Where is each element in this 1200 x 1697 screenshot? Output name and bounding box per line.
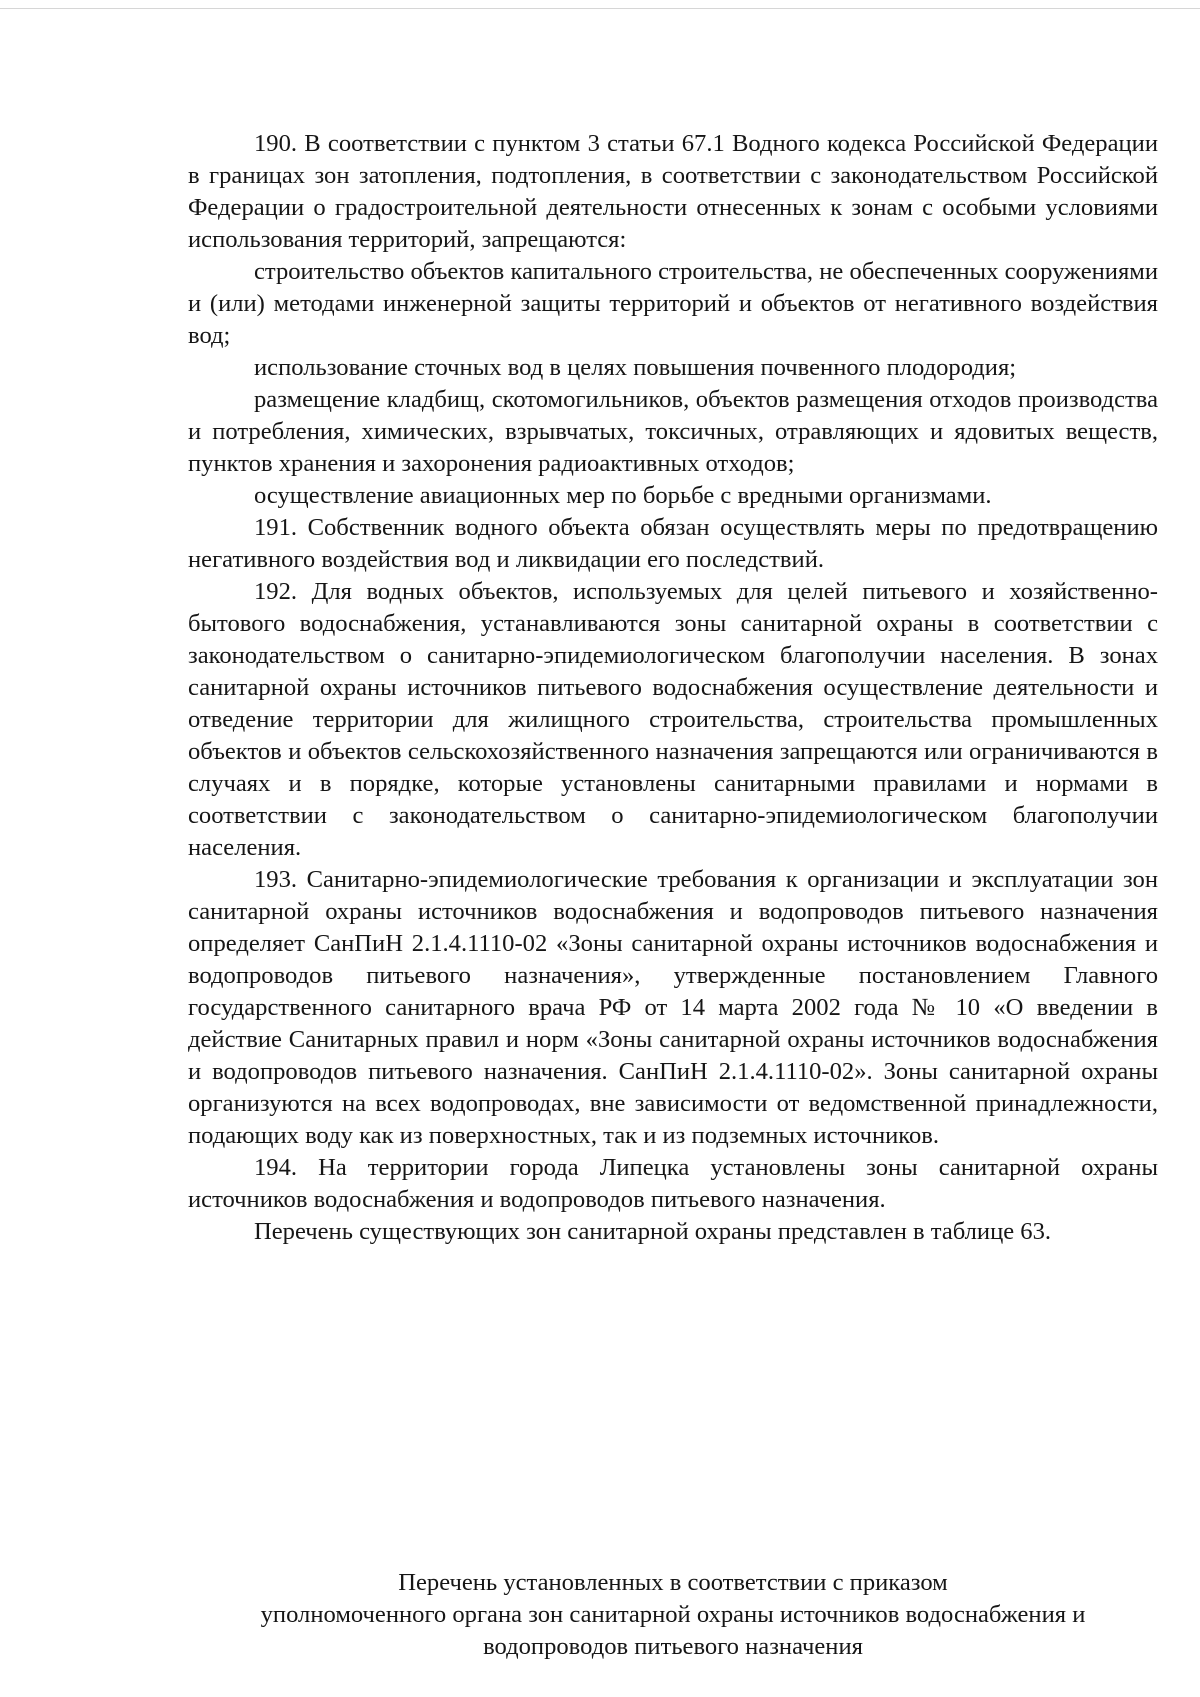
table-caption-line: уполномоченного органа зон санитарной охраны источников водоснабжения и [260, 1601, 1086, 1628]
paragraph-190-item-construction: строительство объектов капитального строительства, не обеспеченных сооружениями и (или) методами инженерной защиты территорий и объектов от негативного воздействия вод; [188, 258, 1158, 349]
paragraph-190: 190. В соответствии с пунктом 3 статьи 67.1 Водного кодекса Российской Федерации в границах зон затопления, подтопления, в соответствии с законодательством Российской Федерации о градостроительной деятельности отнесенных к зонам с особыми условиями использования территорий, запрещаются: [188, 130, 1158, 253]
paragraph-190-item-placement: размещение кладбищ, скотомогильников, объектов размещения отходов производства и потребления, химических, взрывчатых, токсичных, отравляющих и ядовитых веществ, пунктов хранения и захоронения радиоактивных отходов; [188, 386, 1158, 477]
table-caption [188, 1567, 1158, 1663]
paragraph-190-item-aviation: осуществление авиационных мер по борьбе с вредными организмами. [254, 482, 992, 509]
table-caption-line: водопроводов питьевого назначения [483, 1633, 863, 1660]
table-caption-line: Перечень установленных в соответствии с приказом [398, 1569, 948, 1596]
paragraph-194: 194. На территории города Липецка установлены зоны санитарной охраны источников водоснабжения и водопроводов питьевого назначения. [188, 1154, 1158, 1213]
paragraph-191: 191. Собственник водного объекта обязан осуществлять меры по предотвращению негативного воздействия вод и ликвидации его последствий. [188, 514, 1158, 573]
document-body [188, 128, 1158, 1248]
paragraph-192: 192. Для водных объектов, используемых для целей питьевого и хозяйственно-бытового водоснабжения, устанавливаются зоны санитарной охраны в соответствии с законодательством о санитарно-эпидемиологическом благополучии населения. В зонах санитарной охраны источников питьевого водоснабжения осуществление деятельности и отведение территории для жилищного строительства, строительства промышленных объектов и объектов сельскохозяйственного назначения запрещаются или ограничиваются в случаях и в порядке, которые установлены санитарными правилами и нормами в соответствии с законодательством о санитарно-эпидемиологическом благополучии населения. [188, 578, 1158, 861]
paragraph-table-reference: Перечень существующих зон санитарной охраны представлен в таблице 63. [254, 1218, 1052, 1245]
scan-edge-line [0, 8, 1200, 9]
paragraph-190-item-wastewater: использование сточных вод в целях повышения почвенного плодородия; [254, 354, 1017, 381]
paragraph-193: 193. Санитарно-эпидемиологические требования к организации и эксплуатации зон санитарной охраны источников водоснабжения и водопроводов питьевого назначения определяет СанПиН 2.1.4.1110-02 «Зоны санитарной охраны источников водоснабжения и водопроводов питьевого назначения», утвержденные постановлением Главного государственного санитарного врача РФ от 14 марта 2002 года № 10 «О введении в действие Санитарных правил и норм «Зоны санитарной охраны источников водоснабжения и водопроводов питьевого назначения. СанПиН 2.1.4.1110-02». Зоны санитарной охраны организуются на всех водопроводах, вне зависимости от ведомственной принадлежности, подающих воду как из поверхностных, так и из подземных источников. [188, 866, 1158, 1149]
